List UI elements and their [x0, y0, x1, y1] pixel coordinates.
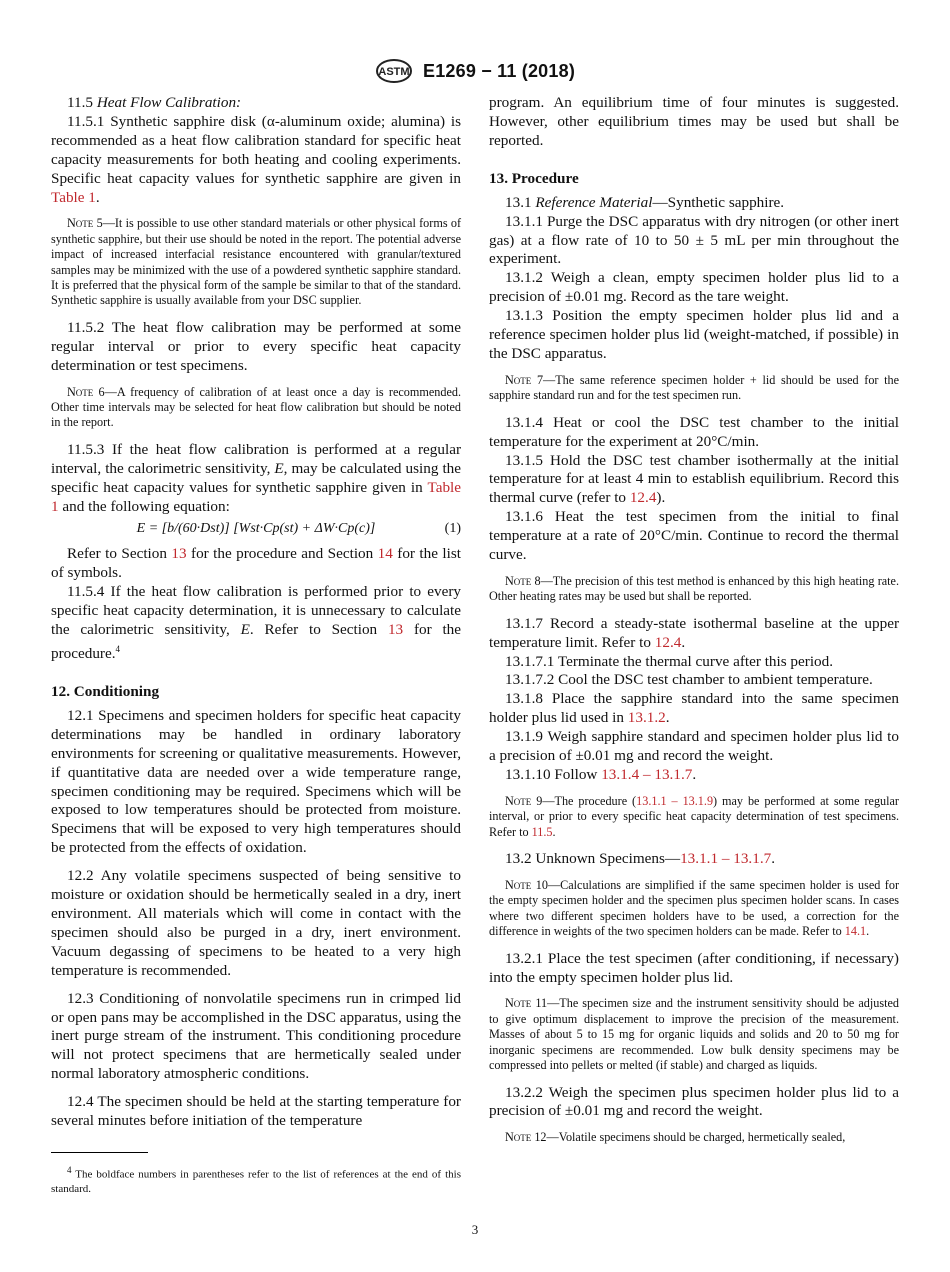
equation-1: E = [b/(60·Dst)] [Wst·Cp(st) + ΔW·Cp(c)] (1) [136, 521, 461, 537]
ref-13-1-4-link[interactable]: 13.1.4 – 13.1.7 [601, 766, 693, 783]
note-8: Note 8—The precision of this test method is enhanced by this high heating rate. Other heating rates may be used but shall be reported. [489, 573, 900, 604]
para-13-1-10: 13.1.10 Follow 13.1.4 – 13.1.7. [505, 766, 697, 783]
left-column [51, 94, 461, 1131]
section-12-heading: 12. Conditioning [51, 682, 160, 700]
document-id: E1269 − 11 (2018) [422, 60, 576, 81]
note-5: Note 5—It is possible to use other standard materials or other physical forms of synthetic sapphire, but their use should be noted in the report. The potential adverse impact of increased interfacial resistance encountered with granular/textured samples may be minimized with the use of a powdered synthetic sapphire standard. It is preferred that the physical form of the sample be similar to that of the standard. Synthetic sapphire is usually available from your DSC supplier. [51, 216, 462, 308]
para-13-1-6: 13.1.6 Heat the test specimen from the initial to final temperature at a rate of 20°C/min. Continue to record the thermal curve. [489, 508, 899, 564]
note-9: Note 9—The procedure (13.1.1 – 13.1.9) may be performed at some regular interval, or prior to every specific heat capacity determination of test specimens. Refer to 11.5. [489, 793, 899, 839]
note-7: Note 7—The same reference specimen holder + lid should be used for the sapphire standard run and for the test specimen run. [489, 372, 900, 403]
para-13-1-2: 13.1.2 Weigh a clean, empty specimen holder plus lid to a precision of ±0.01 mg. Record as the tare weight. [489, 269, 899, 306]
ref-12-4-link-2[interactable]: 12.4 [654, 633, 682, 651]
table-1-link-2[interactable]: Table 1 [51, 478, 461, 515]
page-header [0, 58, 950, 84]
ref-13-1-2-link[interactable]: 13.1.2 [627, 709, 666, 727]
para-refer: Refer to Section 13 for the procedure and Section 14 for the list of symbols. [51, 545, 461, 582]
para-12-4: 12.4 The specimen should be held at the starting temperature for several minutes before initiation of the temperature [51, 1093, 461, 1130]
para-13-1-8: 13.1.8 Place the sapphire standard into the same specimen holder plus lid used in 13.1.2. [489, 690, 899, 727]
footnote-4: $^4$ The boldface numbers in parentheses refer to the list of references at the end of this standard. [51, 1165, 461, 1195]
ref-13-1-1-link-2[interactable]: 13.1.1 – 13.1.7 [680, 850, 772, 868]
para-13-1: 13.1 Reference Material—Synthetic sapphire. [505, 193, 785, 211]
ref-14-1-link[interactable]: 14.1 [844, 924, 867, 939]
para-13-2-2: 13.2.2 Weigh the specimen plus specimen holder plus lid to a precision of ±0.01 mg and record the weight. [489, 1083, 899, 1120]
ref-11-5-link[interactable]: 11.5 [531, 824, 553, 839]
ref-12-4-link[interactable]: 12.4 [629, 489, 657, 507]
para-12-3: 12.3 Conditioning of nonvolatile specimens run in crimped lid or open pans may be accomplished in the DSC apparatus, using the inert purge stream of the instrument. This conditioning procedure will not protect specimens that are hermetically sealed under normal laboratory atmospheric conditions. [51, 989, 461, 1083]
note-10: Note 10—Calculations are simplified if the same specimen holder is used for the empty specimen holder and the specimen plus specimen holder scans. In cases where two different specimen holders have to be used, a correction for the difference in weights of the two specimen holders can be made. Refer to 14.1. [489, 878, 899, 939]
svg-text:ASTM: ASTM [378, 66, 410, 78]
section-11-5-heading: 11.5 Heat Flow Calibration: [67, 94, 242, 111]
para-13-1-7-1: 13.1.7.1 Terminate the thermal curve after this period. [505, 652, 834, 670]
section-13-link[interactable]: 13 [171, 545, 187, 563]
astm-logo-icon [375, 58, 413, 84]
ref-13-1-1-link[interactable]: 13.1.1 – 13.1.9 [636, 793, 714, 808]
para-11-5-4: 11.5.4 If the heat flow calibration is performed prior to every specific heat capacity determination, it is unnecessary to calculate the calorimetric sensitivity, E. Refer to Section 13 for the procedure.$^4$ [51, 583, 462, 663]
note-6: Note 6—A frequency of calibration of at least once a day is recommended. Other time intervals may be selected for heat flow calibration but should be noted in the report. [51, 384, 461, 430]
para-13-1-5: 13.1.5 Hold the DSC test chamber isothermally at the initial temperature for at least 4 min to establish equilibrium. Record this thermal curve (refer to 12.4). [489, 451, 899, 507]
section-13-heading: 13. Procedure [489, 169, 579, 187]
para-13-2-1: 13.2.1 Place the test specimen (after conditioning, if necessary) into the empty specimen holder plus lid. [489, 949, 899, 986]
footnote-rule [51, 1152, 148, 1153]
section-14-link[interactable]: 14 [377, 545, 393, 563]
para-13-1-1: 13.1.1 Purge the DSC apparatus with dry nitrogen (or other inert gas) at a flow rate of 10 to 50 ± 5 mL per min throughout the experiment. [489, 212, 899, 268]
para-12-2: 12.2 Any volatile specimens suspected of being sensitive to moisture or oxidation should be hermetically sealed in a dry, inert environment. All materials which will come in contact with the specimen should also be purged in a dry, inert environment. Vacuum degassing of specimens to be heated to a very high temperature is recommended. [51, 867, 461, 979]
para-13-2: 13.2 Unknown Specimens—13.1.1 – 13.1.7. [505, 850, 775, 868]
para-12-4-cont: program. An equilibrium time of four minutes is suggested. However, other equilibrium times may be used but shall be reported. [489, 94, 899, 149]
section-13-link-2[interactable]: 13 [387, 621, 404, 639]
right-column [489, 94, 899, 1156]
para-11-5-2: 11.5.2 The heat flow calibration may be performed at some regular interval or prior to every specific heat capacity determination or test specimens. [51, 318, 461, 374]
para-13-1-7-2: 13.1.7.2 Cool the DSC test chamber to ambient temperature. [505, 671, 873, 689]
para-13-1-3: 13.1.3 Position the empty specimen holder plus lid and a reference specimen holder plus lid (weight-matched, if possible) in the DSC apparatus. [489, 307, 899, 362]
note-12: Note 12—Volatile specimens should be charged, hermetically sealed, [505, 1130, 846, 1145]
page-number: 3 [471, 1222, 479, 1237]
para-11-5-1: 11.5.1 Synthetic sapphire disk (α-aluminum oxide; alumina) is recommended as a heat flow calibration standard for specific heat capacity measurements for both heating and cooling experiments. Specific heat capacity values for synthetic sapphire are given in Table 1. [51, 112, 461, 206]
para-11-5-3: 11.5.3 If the heat flow calibration is performed at a regular interval, the calorimetric sensitivity, E, may be calculated using the specific heat capacity values for synthetic sapphire given in Table 1 and the following equation: [51, 440, 462, 515]
para-13-1-7: 13.1.7 Record a steady-state isothermal baseline at the upper temperature limit. Refer to 12.4. [489, 614, 899, 651]
para-13-1-9: 13.1.9 Weigh sapphire standard and specimen holder plus lid to a precision of ±0.01 mg and record the weight. [489, 728, 899, 765]
table-1-link[interactable]: Table 1 [51, 188, 96, 206]
para-12-1: 12.1 Specimens and specimen holders for specific heat capacity determinations may be handled in ordinary laboratory environments for screening or qualitative measurements. However, if quantitative data are needed over a wide temperature range, specimen conditioning may be required. Specimens which will be exposed to low temperatures should be protected from moisture. Specimens that will be exposed to very high temperatures should be protected from the effects of oxidation. [51, 706, 461, 857]
para-13-1-4: 13.1.4 Heat or cool the DSC test chamber to the initial temperature for the experiment at 20°C/min. [489, 413, 899, 450]
note-11: Note 11—The specimen size and the instrument sensitivity should be adjusted to give optimum displacement to improve the precision of the measurement. Masses of about 5 to 15 mg for organic liquids and solids and 20 to 50 mg for inorganic specimens are recommended. Low bulk density specimens may be compressed into pellets or melted (if stable) and charged as liquids. [489, 996, 900, 1073]
